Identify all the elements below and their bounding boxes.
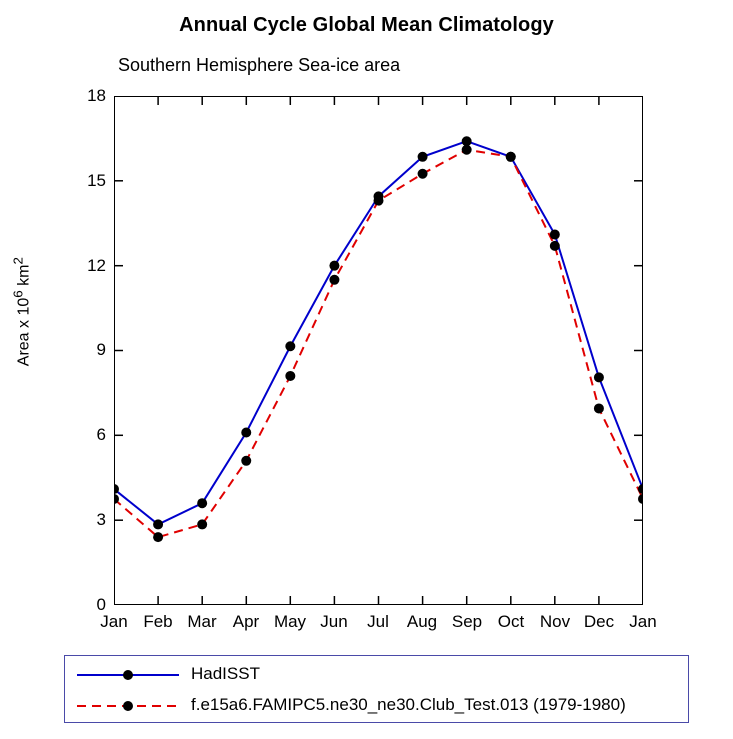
data-point: [462, 145, 472, 155]
x-tick-oct: Oct: [497, 612, 525, 631]
y-axis-title-unit: km: [15, 264, 33, 291]
y-axis-title-exp2: 2: [10, 257, 26, 265]
data-point: [374, 196, 384, 206]
legend-label-model: f.e15a6.FAMIPC5.ne30_ne30.Club_Test.013 (1979-1980): [191, 695, 626, 714]
x-tick-marks: [158, 96, 599, 605]
chart-subtitle: Southern Hemisphere Sea-ice area: [118, 55, 401, 75]
data-point: [241, 428, 251, 438]
data-point: [418, 169, 428, 179]
y-tick-9: 9: [96, 340, 106, 359]
x-tick-aug: Aug: [406, 612, 438, 631]
data-point: [594, 372, 604, 382]
legend-sample-model: [73, 689, 183, 723]
x-tick-mar: Mar: [187, 612, 217, 631]
y-axis-title-exp1: 6: [10, 290, 26, 298]
y-tick-6: 6: [96, 425, 106, 444]
y-tick-3: 3: [96, 510, 106, 529]
x-tick-may: May: [273, 612, 307, 631]
x-tick-jan2: Jan: [629, 612, 657, 631]
y-tick-12: 12: [87, 256, 106, 275]
series-group: [114, 136, 643, 542]
data-point: [329, 261, 339, 271]
data-point: [638, 484, 643, 494]
x-tick-nov: Nov: [539, 612, 571, 631]
data-point: [329, 275, 339, 285]
data-point: [638, 494, 643, 504]
data-point: [506, 152, 516, 162]
y-axis-title: [10, 232, 33, 392]
data-point: [285, 341, 295, 351]
data-point: [418, 152, 428, 162]
legend-label-hadisst: HadISST: [191, 664, 260, 683]
y-tick-marks: [114, 96, 643, 605]
legend: [64, 655, 689, 723]
x-tick-dec: Dec: [583, 612, 615, 631]
chart-title: Annual Cycle Global Mean Climatology: [179, 14, 554, 36]
data-point: [550, 230, 560, 240]
x-tick-feb: Feb: [143, 612, 173, 631]
legend-item-hadisst[interactable]: [65, 658, 688, 692]
x-tick-jan: Jan: [100, 612, 128, 631]
data-point: [153, 519, 163, 529]
data-point: [550, 241, 560, 251]
x-tick-apr: Apr: [232, 612, 260, 631]
plot-area: [114, 96, 643, 605]
data-point: [197, 498, 207, 508]
series-line-1: [114, 150, 643, 537]
x-tick-jun: Jun: [320, 612, 348, 631]
x-tick-jul: Jul: [367, 612, 389, 631]
x-tick-labels: [0, 612, 733, 636]
y-tick-15: 15: [87, 171, 106, 190]
x-tick-sep: Sep: [451, 612, 483, 631]
y-axis-title-main: Area x 10: [15, 297, 33, 367]
y-tick-18: 18: [87, 86, 106, 105]
legend-item-model[interactable]: [65, 689, 688, 723]
y-axis-title-wrap: [0, 0, 33, 367]
data-point: [197, 519, 207, 529]
legend-sample-hadisst: [73, 658, 183, 692]
data-point: [594, 403, 604, 413]
data-point: [285, 371, 295, 381]
data-point: [241, 456, 251, 466]
y-tick-0: 0: [96, 595, 106, 614]
data-point: [153, 532, 163, 542]
